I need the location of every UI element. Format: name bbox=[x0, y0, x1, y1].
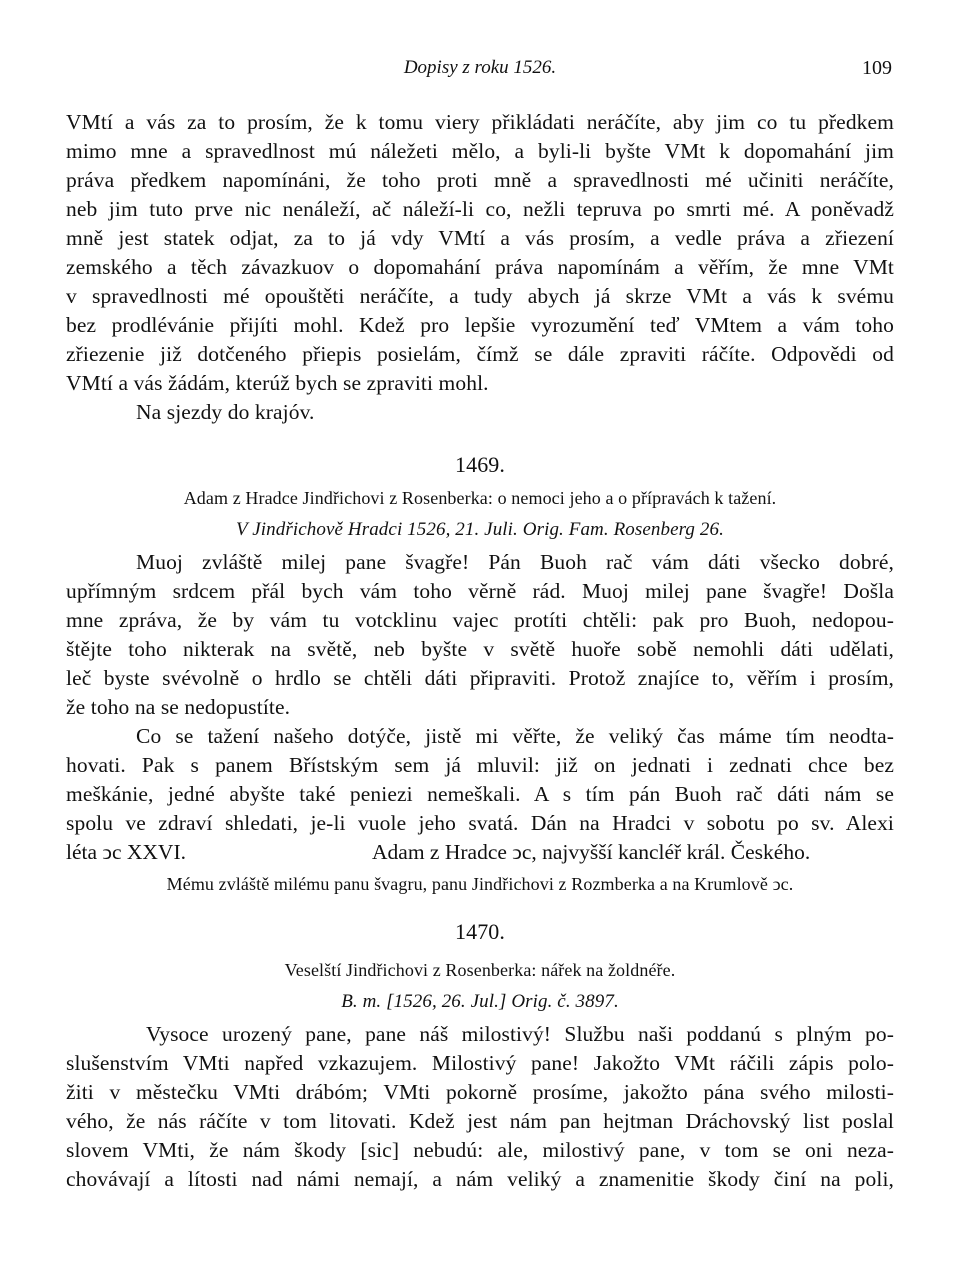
text-line: upřímným srdcem přál bych vám toho věrně rád. Muoj milej pane švagře! Došla bbox=[66, 579, 894, 603]
text-line: zemského a těch závazkuov o dopomahání práva napomínám a věřím, že mne VMt bbox=[66, 255, 894, 279]
text-line: VMtí a vás žádám, kterúž bych se zpraviti mohl. bbox=[66, 371, 489, 395]
text-line: mne zpráva, že by vám tu votcklinu vajec protíti chtěli: pak pro Buoh, nedopou- bbox=[66, 608, 894, 632]
text-line: neb jim tuto prve nic nenáleží, ač náleží-li co, nežli tepruva po smrti mé. A poněvadž bbox=[66, 197, 894, 221]
date-signature-line bbox=[66, 837, 894, 867]
letter-heading: Adam z Hradce Jindřichovi z Rosenberka: o nemoci jeho a o přípravách k tažení. bbox=[183, 488, 777, 508]
letter-signature: Adam z Hradce ͻc, najvyšší kancléř král. Českého. bbox=[372, 840, 811, 864]
text-line: zřiezenie již dotčeného přiepis posielám, čímž se dále zpraviti ráčíte. Odpovědi od bbox=[66, 342, 894, 366]
letter-heading: Veselští Jindřichovi z Rosenberka: nářek na žoldnéře. bbox=[284, 960, 676, 980]
text-line: hovati. Pak s panem Břístským sem já mluvil: již on jednati i zednati chce bez bbox=[66, 753, 894, 777]
letter-number: 1469. bbox=[455, 452, 505, 477]
text-line: Vysoce urozený pane, pane náš milostivý! Službu naši poddanú s plným po- bbox=[146, 1022, 894, 1046]
text-line: VMtí a vás za to prosím, že k tomu viery přikládati neráčíte, aby jim co tu předkem bbox=[66, 110, 894, 134]
text-line: bez prodlévánie přijíti mohl. Kdež pro lepšie vyrozumění teď VMtem a vám toho bbox=[66, 313, 894, 337]
text-line: chovávají a lítosti nad námi nemají, a nám veliký a znamenitie škody činí na poli, bbox=[66, 1167, 894, 1191]
text-line: že toho na se nedopustíte. bbox=[66, 695, 291, 719]
text-line: slovem VMti, že nám škody [sic] nebudú: ale, milostivý pane, v tom se oni neza- bbox=[66, 1138, 894, 1162]
letter-address: Mému zvláště milému panu švagru, panu Jindřichovi z Rozmberka a na Krumlově ͻc. bbox=[166, 874, 794, 894]
text-line: slušenstvím VMti napřed vzkazujem. Milostivý pane! Jakožto VMt ráčili zápis polo- bbox=[66, 1051, 894, 1075]
text-line: mně jest statek odjat, za to já vdy VMtí a vás prosím, a vedle práva a zřiezení bbox=[66, 226, 894, 250]
text-line: žiti v městečku VMti drábóm; VMti pokorně prosíme, jakožto pána svého milosti- bbox=[66, 1080, 894, 1104]
text-line: štějte toho nikterak na světě, neb byšte v světě huoře sobě nemohli dáti udělati, bbox=[66, 637, 894, 661]
running-title: Dopisy z roku 1526. bbox=[403, 57, 557, 78]
text-line: Co se tažení našeho dotýče, jistě mi věřte, že veliký čas máme tím neodta- bbox=[136, 724, 894, 748]
letter-date: léta ͻc XXVI. bbox=[66, 840, 186, 864]
text-line: leč byste svévolně o hrdlo se chtěli dáti připraviti. Protož znajíce to, věřím i prosím, bbox=[66, 666, 894, 690]
page-number: 109 bbox=[862, 57, 892, 79]
text-line: Muoj zvláště milej pane švagře! Pán Buoh rač vám dáti všecko dobré, bbox=[136, 550, 894, 574]
text-line: spolu ve zdraví shledati, je-li vuole jeho svatá. Dán na Hradci v sobotu po sv. Alexi bbox=[66, 811, 894, 835]
letter-number: 1470. bbox=[455, 919, 505, 944]
text-line: v spravedlnosti mé opouštěti neráčíte, a tudy abych já skrze VMt a vás k svému bbox=[66, 284, 894, 308]
text-line: mimo mne a spravedlnost mú náležeti mělo, a byli-li byšte VMt k dopomahání jim bbox=[66, 139, 894, 163]
text-line: práva předkem napomínáni, že toho proti mně a spravedlnosti mé učiniti neráčíte, bbox=[66, 168, 894, 192]
text-line: meškánie, jedné abyšte také peniezi nemeškali. A s tím pán Buoh rač dáti nám se bbox=[66, 782, 894, 806]
letter-source: V Jindřichově Hradci 1526, 21. Juli. Orig. Fam. Rosenberg 26. bbox=[236, 519, 724, 540]
letter-address: Na sjezdy do krajóv. bbox=[136, 400, 315, 424]
text-line: vého, že nás ráčíte v tom litovati. Kdež jest nám pan hejtman Dráchovský list poslal bbox=[66, 1109, 894, 1133]
letter-source: B. m. [1526, 26. Jul.] Orig. č. 3897. bbox=[341, 991, 619, 1012]
